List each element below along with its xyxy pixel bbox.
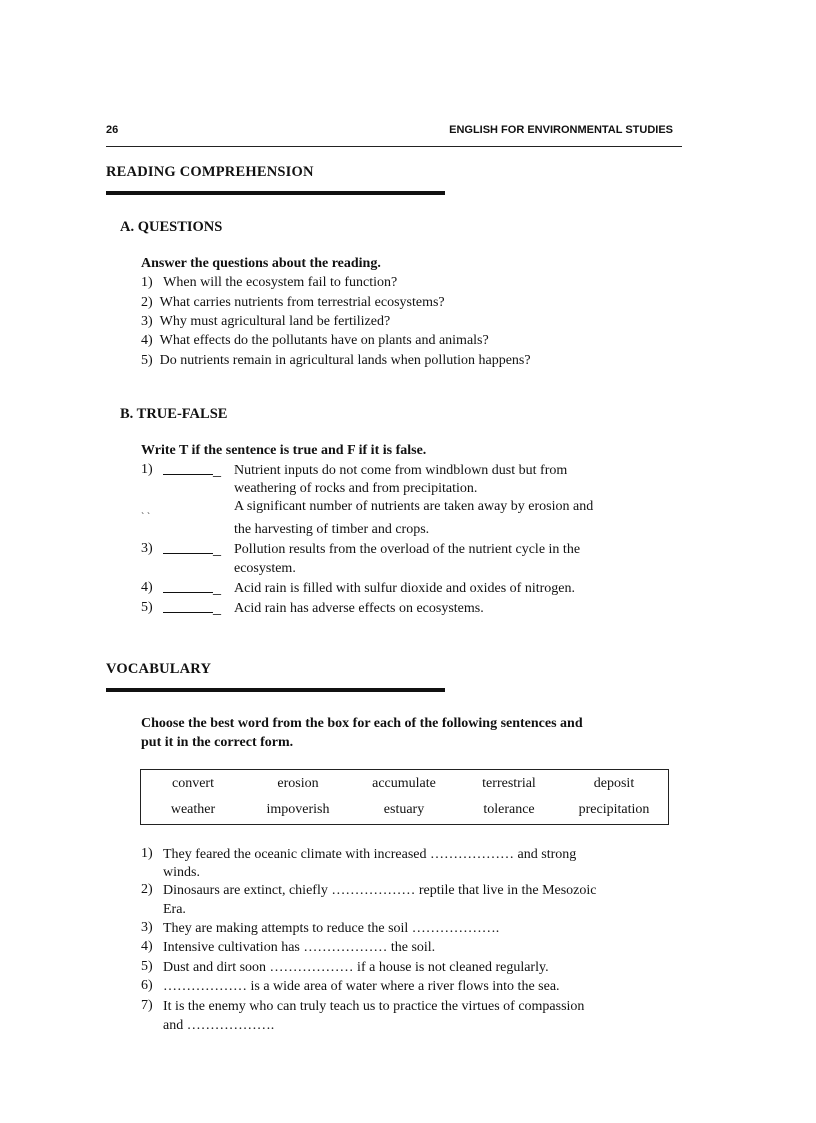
sentence-text: ……………… is a wide area of water where a river flows into the sea. [163, 979, 560, 994]
sentence-number: 3) [141, 920, 153, 935]
sentence-text: Dinosaurs are extinct, chiefly ……………… reptile that live in the Mesozoic [163, 883, 597, 898]
tf-statement: A significant number of nutrients are taken away by erosion and [234, 499, 594, 514]
tf-statement-cont: weathering of rocks and from precipitation. [234, 481, 478, 496]
list-item: 2) What carries nutrients from terrestrial ecosystems? [141, 295, 445, 310]
list-item: 1) When will the ecosystem fail to function? [141, 275, 398, 290]
tf-statement: Acid rain is filled with sulfur dioxide and oxides of nitrogen. [234, 581, 575, 596]
tf-number: ` ` [141, 512, 151, 523]
sentence-number: 1) [141, 846, 153, 861]
questions-title: A. QUESTIONS [120, 219, 223, 235]
section-bar [106, 688, 445, 692]
sentence-number: 6) [141, 978, 153, 993]
sentence-number: 7) [141, 998, 153, 1013]
sentence-text: Dust and dirt soon ……………… if a house is not cleaned regularly. [163, 960, 549, 975]
sentence-text: It is the enemy who can truly teach us to practice the virtues of compassion [163, 999, 585, 1014]
section-bar [106, 191, 445, 195]
sentence-number: 5) [141, 959, 153, 974]
sentence-text-cont: Era. [163, 902, 186, 917]
list-item: 4) What effects do the pollutants have on plants and animals? [141, 333, 489, 348]
word-deposit: deposit [593, 776, 635, 791]
word-precipitation: precipitation [578, 802, 650, 817]
tf-statement: Nutrient inputs do not come from windblown dust but from [234, 463, 568, 478]
word-accumulate: accumulate [372, 776, 436, 791]
tf-number: 5) [141, 600, 153, 615]
list-item: 5) Do nutrients remain in agricultural lands when pollution happens? [141, 353, 531, 368]
vocabulary-instruction: Choose the best word from the box for each of the following sentences and [141, 716, 583, 731]
tf-statement-cont: the harvesting of timber and crops. [234, 522, 430, 537]
word-impoverish: impoverish [266, 802, 330, 817]
tf-statement: Pollution results from the overload of the nutrient cycle in the [234, 542, 581, 557]
sentence-text: They feared the oceanic climate with increased ……………… and strong [163, 847, 577, 862]
answer-blank[interactable]: _ [163, 580, 221, 598]
tf-statement: Acid rain has adverse effects on ecosystems. [234, 601, 484, 616]
word-convert: convert [172, 776, 214, 791]
word-terrestrial: terrestrial [482, 776, 536, 791]
truefalse-title: B. TRUE-FALSE [120, 406, 228, 422]
header-rule [106, 146, 682, 147]
tf-statement-cont: ecosystem. [234, 561, 296, 576]
tf-number: 4) [141, 580, 153, 595]
running-title: ENGLISH FOR ENVIRONMENTAL STUDIES [449, 124, 673, 136]
truefalse-instruction: Write T if the sentence is true and F if it is false. [141, 443, 427, 458]
sentence-text: Intensive cultivation has ……………… the soil. [163, 940, 436, 955]
sentence-text: They are making attempts to reduce the soil ………………. [163, 921, 500, 936]
vocabulary-title: VOCABULARY [106, 661, 212, 677]
word-tolerance: tolerance [483, 802, 535, 817]
sentence-number: 4) [141, 939, 153, 954]
tf-number: 3) [141, 541, 153, 556]
answer-blank[interactable]: _ [163, 541, 221, 559]
sentence-text-cont: and ………………. [163, 1018, 275, 1033]
questions-instruction: Answer the questions about the reading. [141, 256, 381, 271]
list-item: 3) Why must agricultural land be fertilized? [141, 314, 391, 329]
word-box [140, 769, 669, 825]
sentence-number: 2) [141, 882, 153, 897]
answer-blank[interactable]: _ [163, 462, 221, 480]
reading-comprehension-title: READING COMPREHENSION [106, 164, 314, 180]
word-weather: weather [170, 802, 216, 817]
word-erosion: erosion [277, 776, 319, 791]
tf-number: 1) [141, 462, 153, 477]
word-estuary: estuary [383, 802, 425, 817]
page-number: 26 [106, 124, 119, 136]
sentence-text-cont: winds. [163, 865, 200, 880]
answer-blank[interactable]: _ [163, 600, 221, 618]
vocabulary-instruction-cont: put it in the correct form. [141, 735, 294, 750]
